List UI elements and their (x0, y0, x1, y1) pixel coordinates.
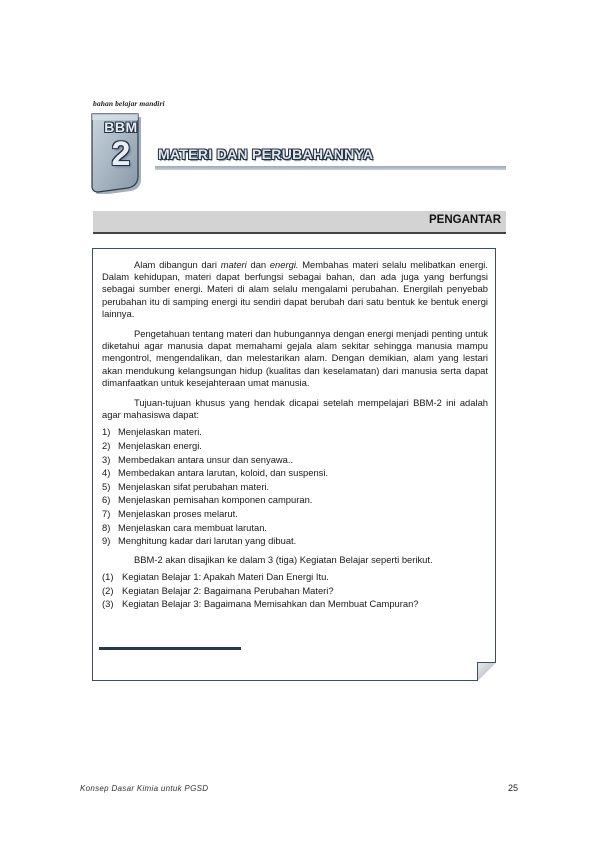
introduction-content (102, 259, 488, 611)
list-item: (1) Kegiatan Belajar 1: Apakah Materi Dan Energi Itu. (102, 570, 329, 582)
paragraph-intro: Alam dibangun dari materi dan energi. Membahas materi selalu melibatkan energi. Dalam kehidupan, materi dapat berfungsi sebagai bahan, dan ada juga yang berfungsi sebagai sumber energi. Materi di alam selalu mengalami perubahan. Energilah penyebab perubahan itu di samping energi itu sendiri dapat berubah dari satu bentuk ke bentuk energi lainnya. (102, 259, 488, 319)
list-item: (2) Kegiatan Belajar 2: Bagaimana Perubahan Materi? (102, 584, 334, 596)
list-item: 9) Menghitung kadar dari larutan yang dibuat. (102, 535, 297, 547)
section-header-bar (93, 211, 506, 234)
list-item: 7) Menjelaskan proses melarut. (102, 508, 238, 519)
box-divider (99, 647, 241, 650)
list-item: 5) Menjelaskan sifat perubahan materi. (102, 480, 270, 492)
objectives-list (102, 425, 488, 547)
badge-label: BBM (104, 119, 138, 135)
list-item: 2) Menjelaskan energi. (102, 440, 202, 452)
chapter-number: 2 (111, 135, 131, 173)
series-label: bahan belajar mandiri (93, 99, 165, 108)
introduction-box (92, 248, 496, 681)
title-underline (155, 166, 506, 170)
page-number: 25 (508, 783, 519, 793)
list-item: 3) Membedakan antara unsur dan senyawa.. (102, 453, 294, 465)
activities-list (102, 570, 488, 611)
emphasis-materi: materi (220, 259, 247, 270)
list-item: 8) Menjelaskan cara membuat larutan. (102, 521, 268, 533)
chapter-title: MATERI DAN PERUBAHANNYA (158, 146, 374, 162)
list-item: 6) Menjelaskan pemisahan komponen campuran. (102, 494, 313, 506)
paragraph-objectives: Tujuan-tujuan khusus yang hendak dicapai setelah mempelajari BBM-2 ini adalah agar mahasiswa dapat: (102, 397, 488, 421)
list-item: (3) Kegiatan Belajar 3: Bagaimana Memisahkan dan Membuat Campuran? (102, 598, 419, 610)
list-item: 1) Menjelaskan materi. (102, 426, 202, 438)
paragraph-activities: BBM-2 akan disajikan ke dalam 3 (tiga) Kegiatan Belajar seperti berikut. (134, 553, 433, 565)
list-item: 4) Membedakan antara larutan, koloid, dan suspensi. (102, 467, 329, 479)
paragraph-knowledge: Pengetahuan tentang materi dan hubungannya dengan energi menjadi penting untuk diketahui agar manusia dapat memahami gejala alam sekitar sehingga manusia mampu mengontrol, mengendalikan, dan melestarikan alam. Dengan demikian, alam yang lestari akan mendukung kelangsungan hidup (kualitas dan keselamatan) dari manusia serta dapat dimanfaatkan untuk kesejahteraan umat manusia. (102, 328, 488, 388)
emphasis-energi: energi. (269, 259, 299, 270)
footer-book-title: Konsep Dasar Kimia untuk PGSD (80, 784, 209, 793)
section-title: PENGANTAR (429, 214, 501, 226)
